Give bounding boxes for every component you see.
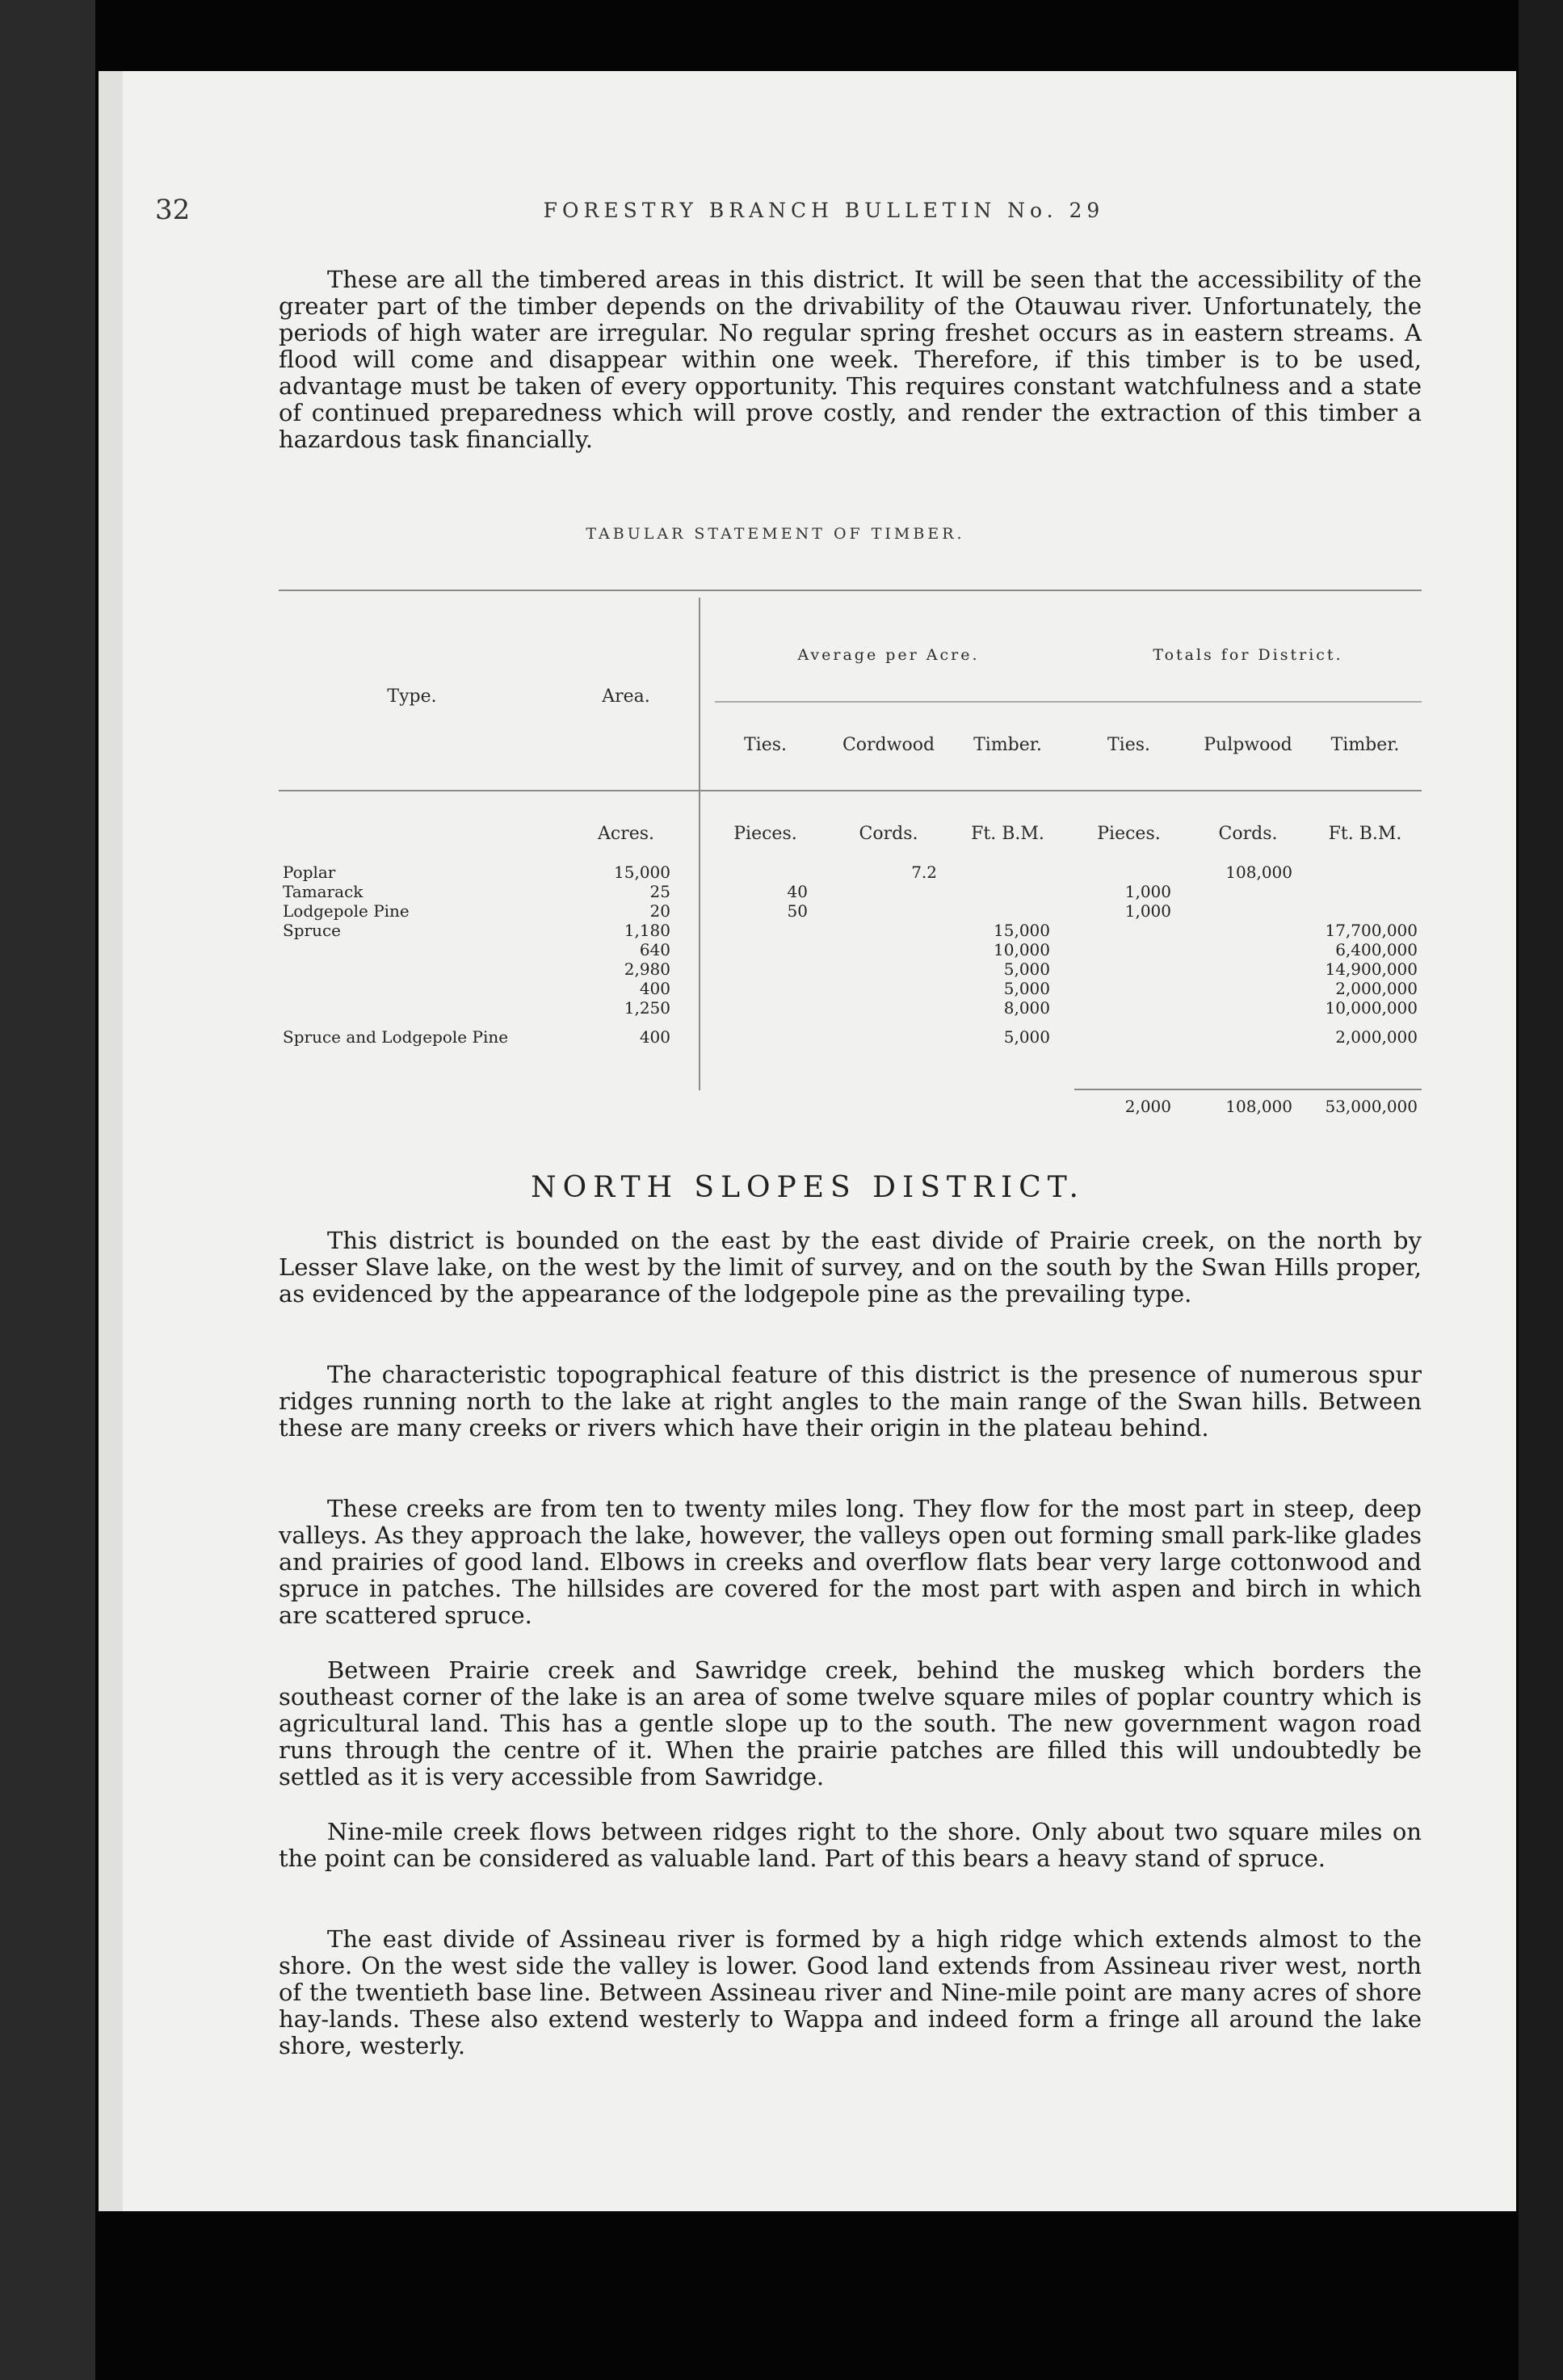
running-head: FORESTRY BRANCH BULLETIN No. 29 xyxy=(543,199,1105,222)
table-cell-type: Tamarack xyxy=(283,882,363,901)
col-header-tot-ties: Ties. xyxy=(1107,735,1150,755)
table-cell-type: Poplar xyxy=(283,863,336,882)
table-cell-area: 20 xyxy=(649,901,670,921)
unit-area: Acres. xyxy=(597,824,655,844)
total-pulpwood: 108,000 xyxy=(1225,1097,1292,1116)
table-cell-area: 1,250 xyxy=(624,998,670,1018)
table-cell-timber: 5,000 xyxy=(1003,979,1050,998)
section-title: NORTH SLOPES DISTRICT. xyxy=(531,1171,1085,1204)
table-cell-area: 640 xyxy=(639,940,670,959)
col-header-area: Area. xyxy=(602,686,650,707)
table-cell-area: 25 xyxy=(649,882,670,901)
table-cell-ties: 40 xyxy=(787,882,808,901)
col-header-type: Type. xyxy=(387,686,437,707)
page-edge-shadow xyxy=(99,71,123,2211)
body-paragraph: The characteristic topographical feature of this district is the presence of numerous spur ridges running north to the lake at right angles to the main range of the Swan hills. Between these are many creeks or rivers which have their origin in the plateau behind. xyxy=(279,1361,1422,1442)
table-cell-tot-timber: 6,400,000 xyxy=(1335,940,1418,959)
table-cell-area: 400 xyxy=(639,979,670,998)
total-ties: 2,000 xyxy=(1124,1097,1171,1116)
table-cell-area: 400 xyxy=(639,1027,670,1047)
table-cell-tot-ties: 1,000 xyxy=(1124,901,1171,921)
table-cell-tot-timber: 2,000,000 xyxy=(1335,979,1418,998)
unit-tot-timber: Ft. B.M. xyxy=(1328,824,1402,844)
group-header-rule xyxy=(715,701,1422,703)
table-cell-timber: 15,000 xyxy=(994,921,1050,940)
col-header-tot-pulpwood: Pulpwood xyxy=(1204,735,1292,755)
table-top-rule xyxy=(279,590,1422,591)
intro-paragraph: These are all the timbered areas in this district. It will be seen that the accessibility of the greater part of the timber depends on the drivability of the Otauwau river. Unfortunately, the periods of high water are irregular. No regular spring freshet occurs as in eastern streams. A flood will come and disappear within one week. Therefore, if this timber is to be used, advantage must be taken of every opportunity. This requires constant watchfulness and a state of continued preparedness which will prove costly, and render the extraction of this timber a hazardous task financially. xyxy=(279,266,1422,453)
col-header-avg-timber: Timber. xyxy=(973,735,1042,755)
table-cell-timber: 5,000 xyxy=(1003,1027,1050,1047)
unit-avg-timber: Ft. B.M. xyxy=(971,824,1044,844)
unit-avg-ties: Pieces. xyxy=(733,824,797,844)
group-header-average: Average per Acre. xyxy=(797,646,980,664)
page-number: 32 xyxy=(155,194,191,226)
scan-margin-right xyxy=(1519,0,1563,2380)
body-paragraph: This district is bounded on the east by the east divide of Prairie creek, on the north by Lesser Slave lake, on the west by the limit of survey, and on the south by the Swan Hills proper, as evidenced by the appearance of the lodgepole pine as the prevailing type. xyxy=(279,1227,1422,1308)
table-caption: TABULAR STATEMENT OF TIMBER. xyxy=(586,525,965,543)
unit-avg-cordwood: Cords. xyxy=(859,824,918,844)
body-paragraph: These creeks are from ten to twenty miles long. They flow for the most part in steep, deep valleys. As they approach the lake, however, the valleys open out forming small park-like glades and prairies of good land. Elbows in creeks and overflow flats bear very large cottonwood and spruce in patches. The hillsides are covered for the most part with aspen and birch in which are scattered spruce. xyxy=(279,1495,1422,1629)
scan-margin-left xyxy=(0,0,95,2380)
table-cell-tot-timber: 2,000,000 xyxy=(1335,1027,1418,1047)
unit-tot-ties: Pieces. xyxy=(1097,824,1161,844)
table-divider xyxy=(699,598,700,1090)
table-cell-tot-timber: 10,000,000 xyxy=(1325,998,1418,1018)
table-cell-tot-pulp: 108,000 xyxy=(1225,863,1292,882)
col-header-avg-ties: Ties. xyxy=(743,735,787,755)
table-cell-timber: 8,000 xyxy=(1003,998,1050,1018)
table-cell-area: 15,000 xyxy=(614,863,670,882)
body-paragraph: Between Prairie creek and Sawridge creek, behind the muskeg which borders the southeast corner of the lake is an area of some twelve square miles of poplar country which is agricultural land. This has a gentle slope up to the south. The new government wagon road runs through the centre of it. When the prairie patches are filled this will undoubtedly be settled as it is very accessible from Sawridge. xyxy=(279,1656,1422,1790)
table-cell-ties: 50 xyxy=(787,901,808,921)
total-timber: 53,000,000 xyxy=(1325,1097,1418,1116)
table-cell-timber: 10,000 xyxy=(994,940,1050,959)
table-cell-tot-timber: 17,700,000 xyxy=(1325,921,1418,940)
table-cell-area: 1,180 xyxy=(624,921,670,940)
table-cell-cord: 7.2 xyxy=(911,863,937,882)
table-cell-tot-ties: 1,000 xyxy=(1124,882,1171,901)
col-header-avg-cordwood: Cordwood xyxy=(842,735,935,755)
unit-tot-pulpwood: Cords. xyxy=(1218,824,1278,844)
totals-rule xyxy=(1074,1089,1422,1090)
col-header-tot-timber: Timber. xyxy=(1330,735,1400,755)
table-cell-type: Lodgepole Pine xyxy=(283,901,410,921)
body-paragraph: Nine-mile creek flows between ridges right to the shore. Only about two square miles on the point can be considered as valuable land. Part of this bears a heavy stand of spruce. xyxy=(279,1818,1422,1872)
table-cell-timber: 5,000 xyxy=(1003,959,1050,979)
header-bottom-rule xyxy=(279,790,1422,791)
table-cell-area: 2,980 xyxy=(624,959,670,979)
table-cell-tot-timber: 14,900,000 xyxy=(1325,959,1418,979)
group-header-totals: Totals for District. xyxy=(1153,646,1343,664)
table-cell-type: Spruce and Lodgepole Pine xyxy=(283,1027,509,1047)
body-paragraph: The east divide of Assineau river is formed by a high ridge which extends almost to the shore. On the west side the valley is lower. Good land extends from Assineau river west, north of the twentieth base line. Between Assineau river and Nine-mile point are many acres of shore hay-lands. These also extend westerly to Wappa and indeed form a fringe all around the lake shore, westerly. xyxy=(279,1925,1422,2059)
table-cell-type: Spruce xyxy=(283,921,341,940)
